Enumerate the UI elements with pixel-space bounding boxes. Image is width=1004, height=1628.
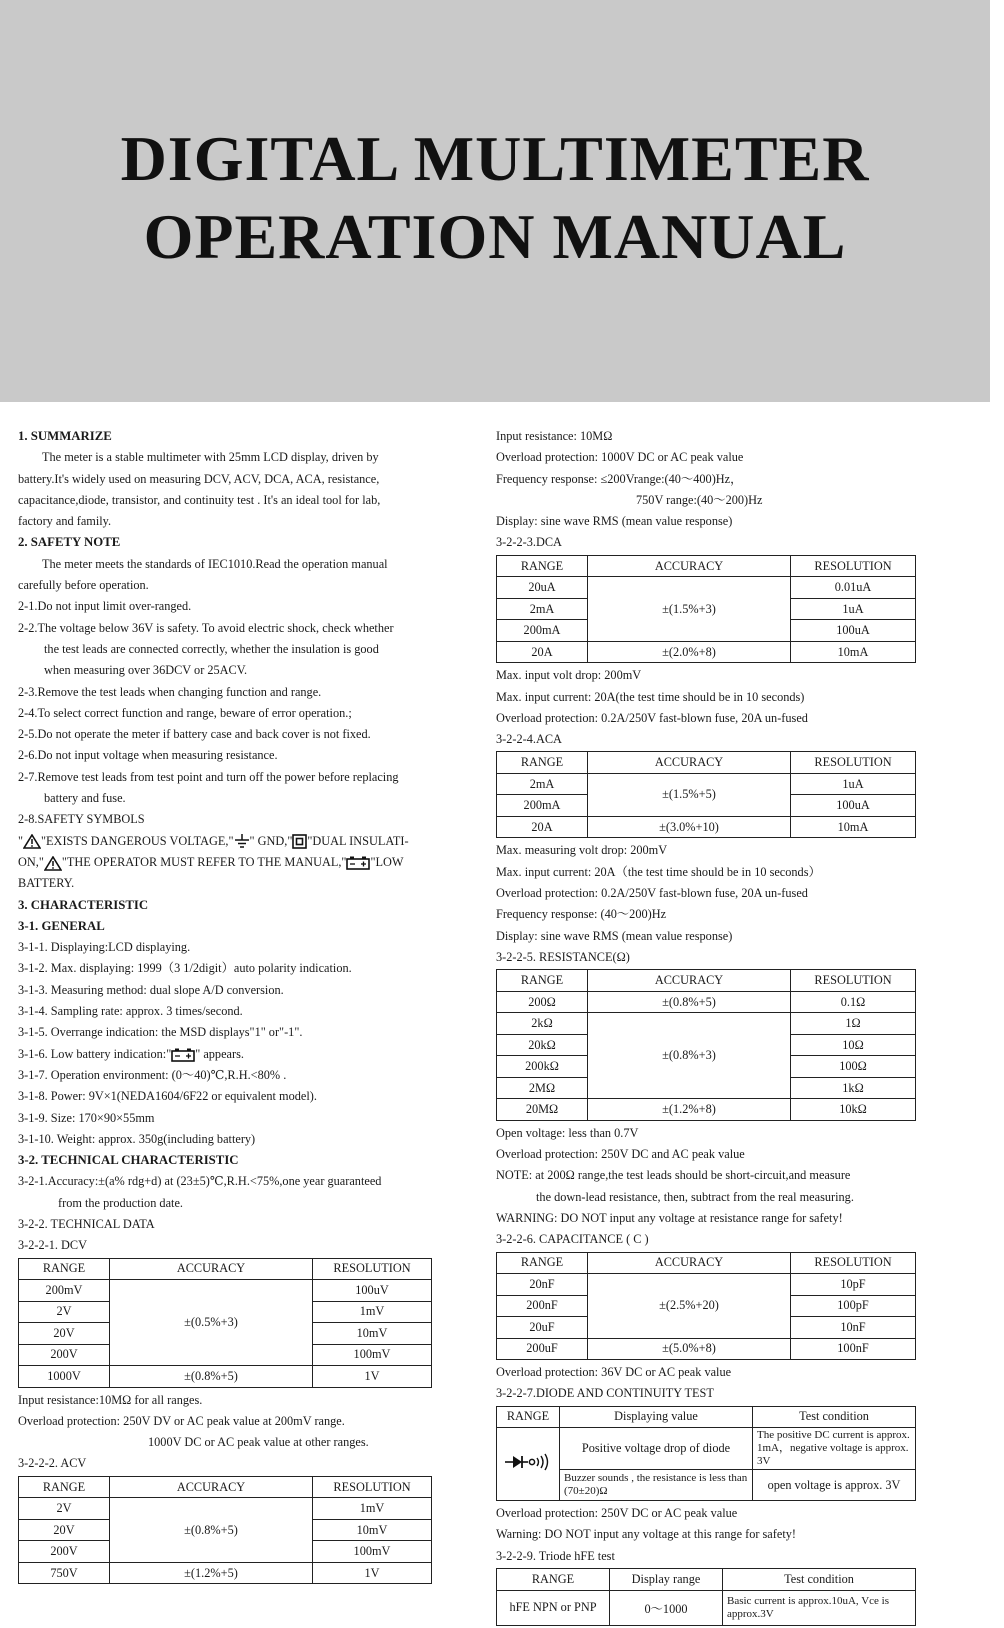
- resolution-cell: 1Ω: [791, 1013, 916, 1035]
- accuracy-cell: ±(0.8%+3): [588, 1013, 791, 1099]
- warning-triangle-icon: [23, 834, 41, 849]
- text-line: Display: sine wave RMS (mean value response): [496, 514, 733, 529]
- col-header: RESOLUTION: [791, 555, 916, 577]
- text-line: the test leads are connected correctly, whether the insulation is good: [44, 641, 379, 656]
- diode-buzzer-icon: [503, 1453, 553, 1471]
- resolution-cell: 100uA: [791, 620, 916, 642]
- text-line: Input resistance:10MΩ for all ranges.: [18, 1392, 203, 1407]
- resistance-table: [496, 969, 916, 1121]
- section-heading: 2. SAFETY NOTE: [18, 535, 121, 550]
- resolution-cell: 10mA: [791, 816, 916, 838]
- col-header: Displaying value: [560, 1406, 753, 1428]
- col-header: RANGE: [497, 1252, 588, 1274]
- text-line: Max. input current: 20A(the test time should be in 10 seconds): [496, 689, 805, 704]
- text-line: 3-1-2. Max. displaying: 1999（3 1/2digit）auto polarity indication.: [18, 961, 352, 976]
- text-line: 3-1-8. Power: 9V×1(NEDA1604/6F22 or equivalent model).: [18, 1089, 317, 1104]
- title-line-1: DIGITAL MULTIMETER: [120, 123, 870, 194]
- resolution-cell: 0.1Ω: [791, 991, 916, 1013]
- text-line: Input resistance: 10MΩ: [496, 429, 613, 443]
- text-line: carefully before operation.: [18, 578, 149, 593]
- text-line: 2-6.Do not input voltage when measuring resistance.: [18, 748, 278, 763]
- text-line: Overload protection: 250V DV or AC peak value at 200mV range.: [18, 1413, 345, 1428]
- text-line: BATTERY.: [18, 876, 75, 891]
- text-line: Max. input current: 20A（the test time should be in 10 seconds）: [496, 864, 821, 879]
- range-cell: 200kΩ: [497, 1056, 588, 1078]
- test-condition-cell: The positive DC current is approx. 1mA，negative voltage is approx. 3V: [753, 1428, 916, 1470]
- text-fragment: "EXISTS DANGEROUS VOLTAGE,": [41, 833, 234, 848]
- col-header: RESOLUTION: [791, 970, 916, 992]
- text-line: 3-1-5. Overrange indication: the MSD displays"1" or"-1".: [18, 1025, 303, 1040]
- text-line: from the production date.: [58, 1195, 183, 1210]
- col-header: ACCURACY: [588, 1252, 791, 1274]
- range-cell: 20V: [19, 1519, 110, 1541]
- resolution-cell: 1mV: [313, 1498, 432, 1520]
- text-line: Max. measuring volt drop: 200mV: [496, 843, 668, 858]
- accuracy-cell: ±(0.8%+5): [110, 1498, 313, 1563]
- diode-buzzer-range-cell: [497, 1428, 560, 1501]
- text-fragment: "LOW: [370, 854, 404, 869]
- resolution-cell: 1V: [313, 1562, 432, 1584]
- range-cell: hFE NPN or PNP: [497, 1590, 610, 1625]
- range-cell: 20MΩ: [497, 1099, 588, 1121]
- section-heading: 3-2. TECHNICAL CHARACTERISTIC: [18, 1153, 239, 1168]
- text-line: 3-1-3. Measuring method: dual slope A/D conversion.: [18, 982, 284, 997]
- text-line: 3-1-9. Size: 170×90×55mm: [18, 1110, 155, 1125]
- resolution-cell: 10mV: [313, 1323, 432, 1345]
- warning-triangle-icon: [44, 856, 62, 871]
- text-line: 3-2-2-3.DCA: [496, 535, 562, 550]
- accuracy-cell: ±(0.8%+5): [588, 991, 791, 1013]
- text-fragment: " GND,": [249, 833, 293, 848]
- col-header: RESOLUTION: [313, 1476, 432, 1498]
- col-header: RANGE: [497, 1406, 560, 1428]
- range-cell: 20nF: [497, 1274, 588, 1296]
- resolution-cell: 10Ω: [791, 1034, 916, 1056]
- battery-icon: [346, 856, 370, 870]
- range-cell: 200V: [19, 1344, 110, 1366]
- range-cell: 20uF: [497, 1317, 588, 1339]
- col-header: RANGE: [497, 1569, 610, 1591]
- col-header: Test condition: [723, 1569, 916, 1591]
- text-line: 3-1-10. Weight: approx. 350g(including battery): [18, 1131, 256, 1146]
- range-cell: 20A: [497, 641, 588, 663]
- accuracy-cell: ±(1.2%+8): [588, 1099, 791, 1121]
- range-cell: 2mA: [497, 598, 588, 620]
- text-line: Max. input volt drop: 200mV: [496, 668, 642, 683]
- text-fragment: " appears.: [195, 1046, 244, 1061]
- range-cell: 2V: [19, 1498, 110, 1520]
- text-fragment: "THE OPERATOR MUST REFER TO THE MANUAL,": [61, 854, 347, 869]
- text-line: Frequency response: (40～200)Hz: [496, 907, 667, 922]
- text-fragment: 3-1-6. Low battery indication:": [18, 1046, 172, 1061]
- text-fragment: "DUAL INSULATI-: [307, 833, 409, 848]
- text-line: NOTE: at 200Ω range,the test leads should be short-circuit,and measure: [496, 1168, 851, 1183]
- text-line: battery and fuse.: [44, 791, 126, 806]
- text-line: 3-2-2-9. Triode hFE test: [496, 1548, 615, 1563]
- text-line: Overload protection: 1000V DC or AC peak value: [496, 450, 744, 465]
- resolution-cell: 100Ω: [791, 1056, 916, 1078]
- test-condition-cell: Basic current is approx.10uA, Vce is approx.3V: [723, 1590, 916, 1625]
- left-column: [18, 426, 458, 1586]
- text-line: 3-2-2. TECHNICAL DATA: [18, 1216, 155, 1231]
- text-line: WARNING: DO NOT input any voltage at resistance range for safety!: [496, 1210, 843, 1225]
- text-line: 3-2-2-6. CAPACITANCE ( C ): [496, 1232, 649, 1247]
- double-insulation-icon: [292, 834, 307, 849]
- text-line: 3-1-1. Displaying:LCD displaying.: [18, 940, 191, 955]
- col-header: RESOLUTION: [791, 752, 916, 774]
- accuracy-cell: ±(0.8%+5): [110, 1366, 313, 1388]
- acv-table: [18, 1476, 432, 1585]
- text-line: capacitance,diode, transistor, and continuity test . It's an ideal tool for lab,: [18, 492, 381, 507]
- display-range-cell: 0～1000: [610, 1590, 723, 1625]
- text-line: 3-1-7. Operation environment: (0～40)℃,R.H.<80% .: [18, 1067, 287, 1082]
- section-heading: 3-1. GENERAL: [18, 918, 105, 933]
- text-line: 2-2.The voltage below 36V is safety. To avoid electric shock, check whether: [18, 620, 394, 635]
- resolution-cell: 10mV: [313, 1519, 432, 1541]
- hfe-table: [496, 1568, 916, 1626]
- col-header: ACCURACY: [588, 555, 791, 577]
- range-cell: 200V: [19, 1541, 110, 1563]
- col-header: RANGE: [497, 555, 588, 577]
- col-header: RESOLUTION: [313, 1258, 432, 1280]
- resolution-cell: 10kΩ: [791, 1099, 916, 1121]
- aca-table: [496, 751, 916, 838]
- accuracy-cell: ±(1.5%+5): [588, 773, 791, 816]
- text-line: 750V range:(40～200)Hz: [636, 492, 763, 507]
- resolution-cell: 100mV: [313, 1541, 432, 1563]
- text-line: 3-2-2-5. RESISTANCE(Ω): [496, 949, 630, 964]
- range-cell: 1000V: [19, 1366, 110, 1388]
- display-value-cell: Positive voltage drop of diode: [560, 1428, 753, 1470]
- text-line: 2-7.Remove test leads from test point and turn off the power before replacing: [18, 769, 399, 784]
- section-heading: 1. SUMMARIZE: [18, 429, 112, 443]
- accuracy-cell: ±(5.0%+8): [588, 1338, 791, 1360]
- resolution-cell: 1V: [313, 1366, 432, 1388]
- text-line: when measuring over 36DCV or 25ACV.: [44, 663, 248, 678]
- col-header: RESOLUTION: [791, 1252, 916, 1274]
- text-line: 2-8.SAFETY SYMBOLS: [18, 812, 145, 827]
- accuracy-cell: ±(1.2%+5): [110, 1562, 313, 1584]
- accuracy-cell: ±(2.0%+8): [588, 641, 791, 663]
- range-cell: 200mV: [19, 1280, 110, 1302]
- text-line: 2-3.Remove the test leads when changing function and range.: [18, 684, 322, 699]
- resolution-cell: 10mA: [791, 641, 916, 663]
- col-header: ACCURACY: [588, 752, 791, 774]
- resolution-cell: 10pF: [791, 1274, 916, 1296]
- col-header: Display range: [610, 1569, 723, 1591]
- resolution-cell: 100nF: [791, 1338, 916, 1360]
- resolution-cell: 10nF: [791, 1317, 916, 1339]
- title-banner: [0, 0, 990, 402]
- text-line: 3-2-2-4.ACA: [496, 732, 562, 747]
- resolution-cell: 1kΩ: [791, 1077, 916, 1099]
- display-value-cell: Buzzer sounds , the resistance is less than (70±20)Ω: [560, 1470, 753, 1501]
- col-header: RANGE: [19, 1258, 110, 1280]
- range-cell: 750V: [19, 1562, 110, 1584]
- resolution-cell: 1uA: [791, 773, 916, 795]
- range-cell: 2mA: [497, 773, 588, 795]
- ground-icon: [234, 834, 250, 849]
- section-heading: 3. CHARACTERISTIC: [18, 897, 149, 912]
- text-line: 2-4.To select correct function and range, beware of error operation.;: [18, 705, 352, 720]
- text-line: 2-1.Do not input limit over-ranged.: [18, 599, 192, 614]
- range-cell: 200mA: [497, 620, 588, 642]
- text-line: Overload protection: 0.2A/250V fast-blown fuse, 20A un-fused: [496, 886, 808, 901]
- text-line: Overload protection: 250V DC or AC peak value: [496, 1506, 738, 1521]
- text-line: Frequency response: ≤200Vrange:(40～400)Hz，: [496, 471, 743, 486]
- title-line-2: OPERATION MANUAL: [143, 201, 847, 272]
- accuracy-cell: ±(1.5%+3): [588, 577, 791, 642]
- text-line: factory and family.: [18, 514, 112, 529]
- text-line: 2-5.Do not operate the meter if battery case and back cover is not fixed.: [18, 727, 371, 742]
- resolution-cell: 100uV: [313, 1280, 432, 1302]
- col-header: RANGE: [497, 752, 588, 774]
- right-column: [496, 426, 936, 1628]
- text-line: 3-1-4. Sampling rate: approx. 3 times/second.: [18, 1004, 243, 1019]
- resolution-cell: 100uA: [791, 795, 916, 817]
- col-header: ACCURACY: [110, 1258, 313, 1280]
- capacitance-table: [496, 1252, 916, 1361]
- text-line: 3-2-2-1. DCV: [18, 1238, 87, 1253]
- range-cell: 200nF: [497, 1295, 588, 1317]
- col-header: Test condition: [753, 1406, 916, 1428]
- text-line: Overload protection: 250V DC and AC peak value: [496, 1147, 745, 1162]
- dca-table: [496, 555, 916, 664]
- range-cell: 2V: [19, 1301, 110, 1323]
- accuracy-cell: ±(3.0%+10): [588, 816, 791, 838]
- accuracy-cell: ±(0.5%+3): [110, 1280, 313, 1366]
- col-header: ACCURACY: [110, 1476, 313, 1498]
- range-cell: 200uF: [497, 1338, 588, 1360]
- text-fragment: ON,": [18, 854, 44, 869]
- dcv-table: [18, 1258, 432, 1388]
- safety-symbols-line: [18, 852, 458, 873]
- text-line: 3-2-2-2. ACV: [18, 1456, 87, 1471]
- text-line: battery.It's widely used on measuring DCV, ACV, DCA, ACA, resistance,: [18, 471, 380, 486]
- low-battery-line: [18, 1044, 458, 1065]
- text-line: The meter is a stable multimeter with 25mm LCD display, driven by: [42, 450, 379, 465]
- text-line: Warning: DO NOT input any voltage at this range for safety!: [496, 1527, 796, 1542]
- col-header: ACCURACY: [588, 970, 791, 992]
- range-cell: 200mA: [497, 795, 588, 817]
- text-line: Overload protection: 36V DC or AC peak value: [496, 1365, 732, 1380]
- resolution-cell: 1mV: [313, 1301, 432, 1323]
- text-line: 3-2-2-7.DIODE AND CONTINUITY TEST: [496, 1386, 714, 1401]
- text-line: The meter meets the standards of IEC1010.Read the operation manual: [42, 556, 388, 571]
- range-cell: 20V: [19, 1323, 110, 1345]
- text-line: Overload protection: 0.2A/250V fast-blown fuse, 20A un-fused: [496, 710, 808, 725]
- text-line: 1000V DC or AC peak value at other ranges.: [148, 1435, 369, 1450]
- safety-symbols-line: [18, 831, 458, 852]
- accuracy-cell: ±(2.5%+20): [588, 1274, 791, 1339]
- range-cell: 200Ω: [497, 991, 588, 1013]
- range-cell: 20uA: [497, 577, 588, 599]
- range-cell: 2MΩ: [497, 1077, 588, 1099]
- range-cell: 20kΩ: [497, 1034, 588, 1056]
- resolution-cell: 100mV: [313, 1344, 432, 1366]
- text-line: the down-lead resistance, then, subtract from the real measuring.: [536, 1189, 854, 1204]
- resolution-cell: 0.01uA: [791, 577, 916, 599]
- text-line: 3-2-1.Accuracy:±(a% rdg+d) at (23±5)℃,R.H.<75%,one year guaranteed: [18, 1174, 382, 1189]
- range-cell: 2kΩ: [497, 1013, 588, 1035]
- text-line: Open voltage: less than 0.7V: [496, 1125, 639, 1140]
- resolution-cell: 1uA: [791, 598, 916, 620]
- text-line: Display: sine wave RMS (mean value response): [496, 928, 733, 943]
- battery-icon: [171, 1048, 195, 1062]
- resolution-cell: 100pF: [791, 1295, 916, 1317]
- diode-continuity-table: [496, 1406, 916, 1502]
- col-header: RANGE: [19, 1476, 110, 1498]
- col-header: RANGE: [497, 970, 588, 992]
- text-fragment: ": [18, 833, 24, 848]
- test-condition-cell: open voltage is approx. 3V: [753, 1470, 916, 1501]
- range-cell: 20A: [497, 816, 588, 838]
